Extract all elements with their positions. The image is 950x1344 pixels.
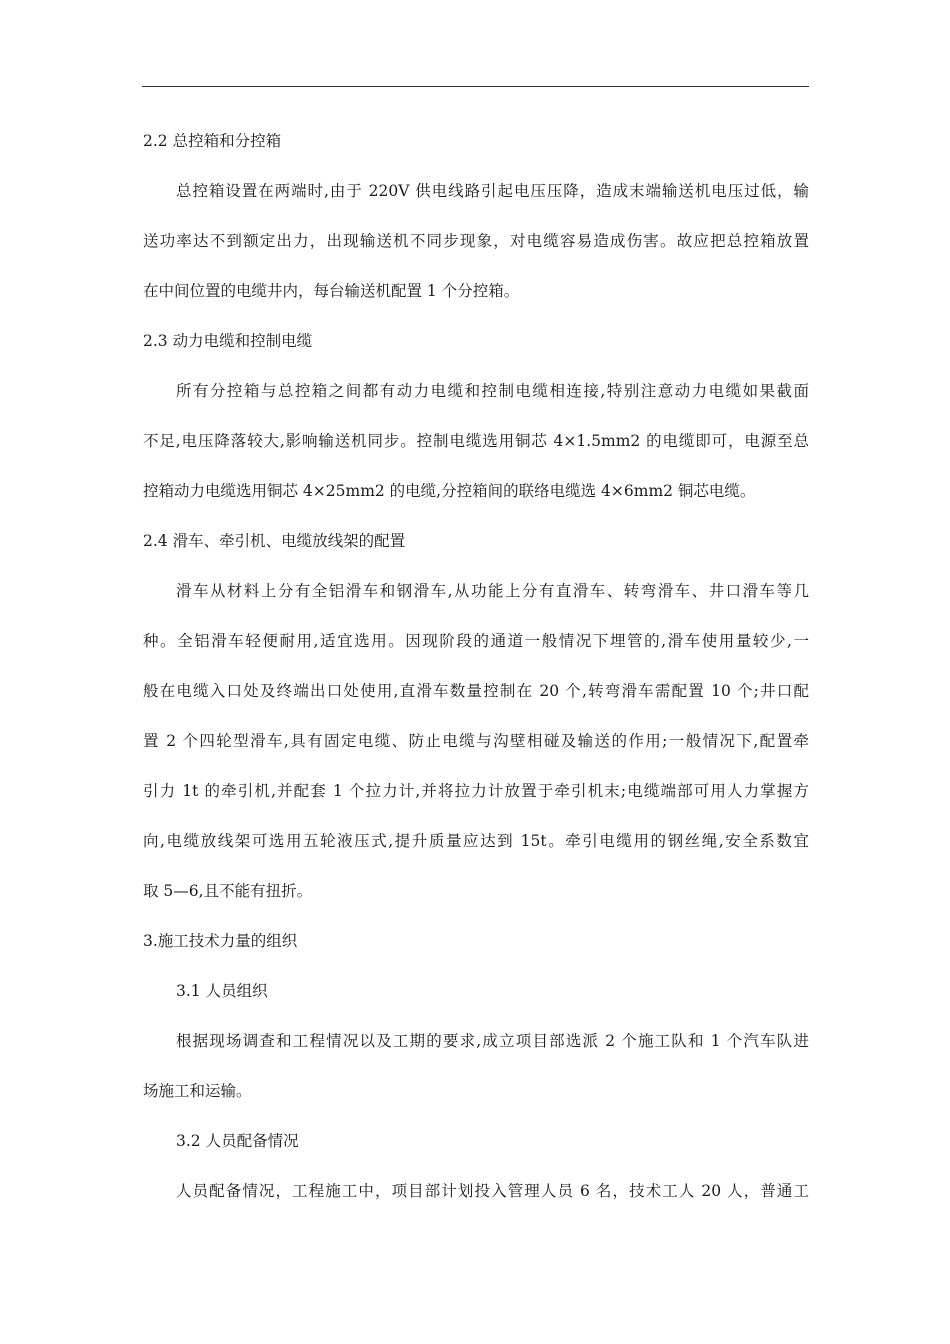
section-heading: 2.3 动力电缆和控制电缆 [143, 332, 313, 350]
paragraph-line: 取 5—6,且不能有扭折。 [143, 882, 313, 900]
paragraph-line: 总控箱设置在两端时,由于 220V 供电线路引起电压压降，造成末端输送机电压过低，输 [176, 182, 809, 200]
paragraph-line: 在中间位置的电缆井内，每台输送机配置 1 个分控箱。 [143, 282, 520, 300]
section-heading: 2.4 滑车、牵引机、电缆放线架的配置 [143, 532, 406, 550]
paragraph-line: 不足,电压降落较大,影响输送机同步。控制电缆选用铜芯 4×1.5mm2 的电缆即可，电源至总 [143, 432, 809, 450]
paragraph-line: 滑车从材料上分有全铝滑车和钢滑车,从功能上分有直滑车、转弯滑车、井口滑车等几 [176, 582, 809, 600]
paragraph-line: 送功率达不到额定出力，出现输送机不同步现象，对电缆容易造成伤害。故应把总控箱放置 [143, 232, 809, 250]
document-body [143, 121, 809, 1221]
section-heading: 3.2 人员配备情况 [176, 1132, 299, 1150]
paragraph-line: 根据现场调查和工程情况以及工期的要求,成立项目部选派 2 个施工队和 1 个汽车队进 [176, 1032, 809, 1050]
section-heading: 3.施工技术力量的组织 [143, 932, 298, 950]
header-rule [142, 86, 809, 87]
paragraph-line: 向,电缆放线架可选用五轮液压式,提升质量应达到 15t。牵引电缆用的钢丝绳,安全系数宜 [143, 832, 809, 850]
paragraph-line: 引力 1t 的牵引机,并配套 1 个拉力计,并将拉力计放置于牵引机末;电缆端部可用人力掌握方 [143, 782, 809, 800]
paragraph-line: 人员配备情况，工程施工中，项目部计划投入管理人员 6 名，技术工人 20 人，普通工 [176, 1182, 809, 1200]
paragraph-line: 所有分控箱与总控箱之间都有动力电缆和控制电缆相连接,特别注意动力电缆如果截面 [176, 382, 809, 400]
paragraph-line: 种。全铝滑车轻便耐用,适宜选用。因现阶段的通道一般情况下埋管的,滑车使用量较少,一 [143, 632, 809, 650]
paragraph-line: 置 2 个四轮型滑车,具有固定电缆、防止电缆与沟壁相碰及输送的作用;一般情况下,配置牵 [143, 732, 809, 750]
paragraph-line: 场施工和运输。 [143, 1082, 252, 1100]
paragraph-line: 般在电缆入口处及终端出口处使用,直滑车数量控制在 20 个,转弯滑车需配置 10 个;井口配 [143, 682, 809, 700]
section-heading: 3.1 人员组织 [176, 982, 268, 1000]
section-heading: 2.2 总控箱和分控箱 [143, 132, 282, 150]
paragraph-line: 控箱动力电缆选用铜芯 4×25mm2 的电缆,分控箱间的联络电缆选 4×6mm2 铜芯电缆。 [143, 482, 756, 500]
